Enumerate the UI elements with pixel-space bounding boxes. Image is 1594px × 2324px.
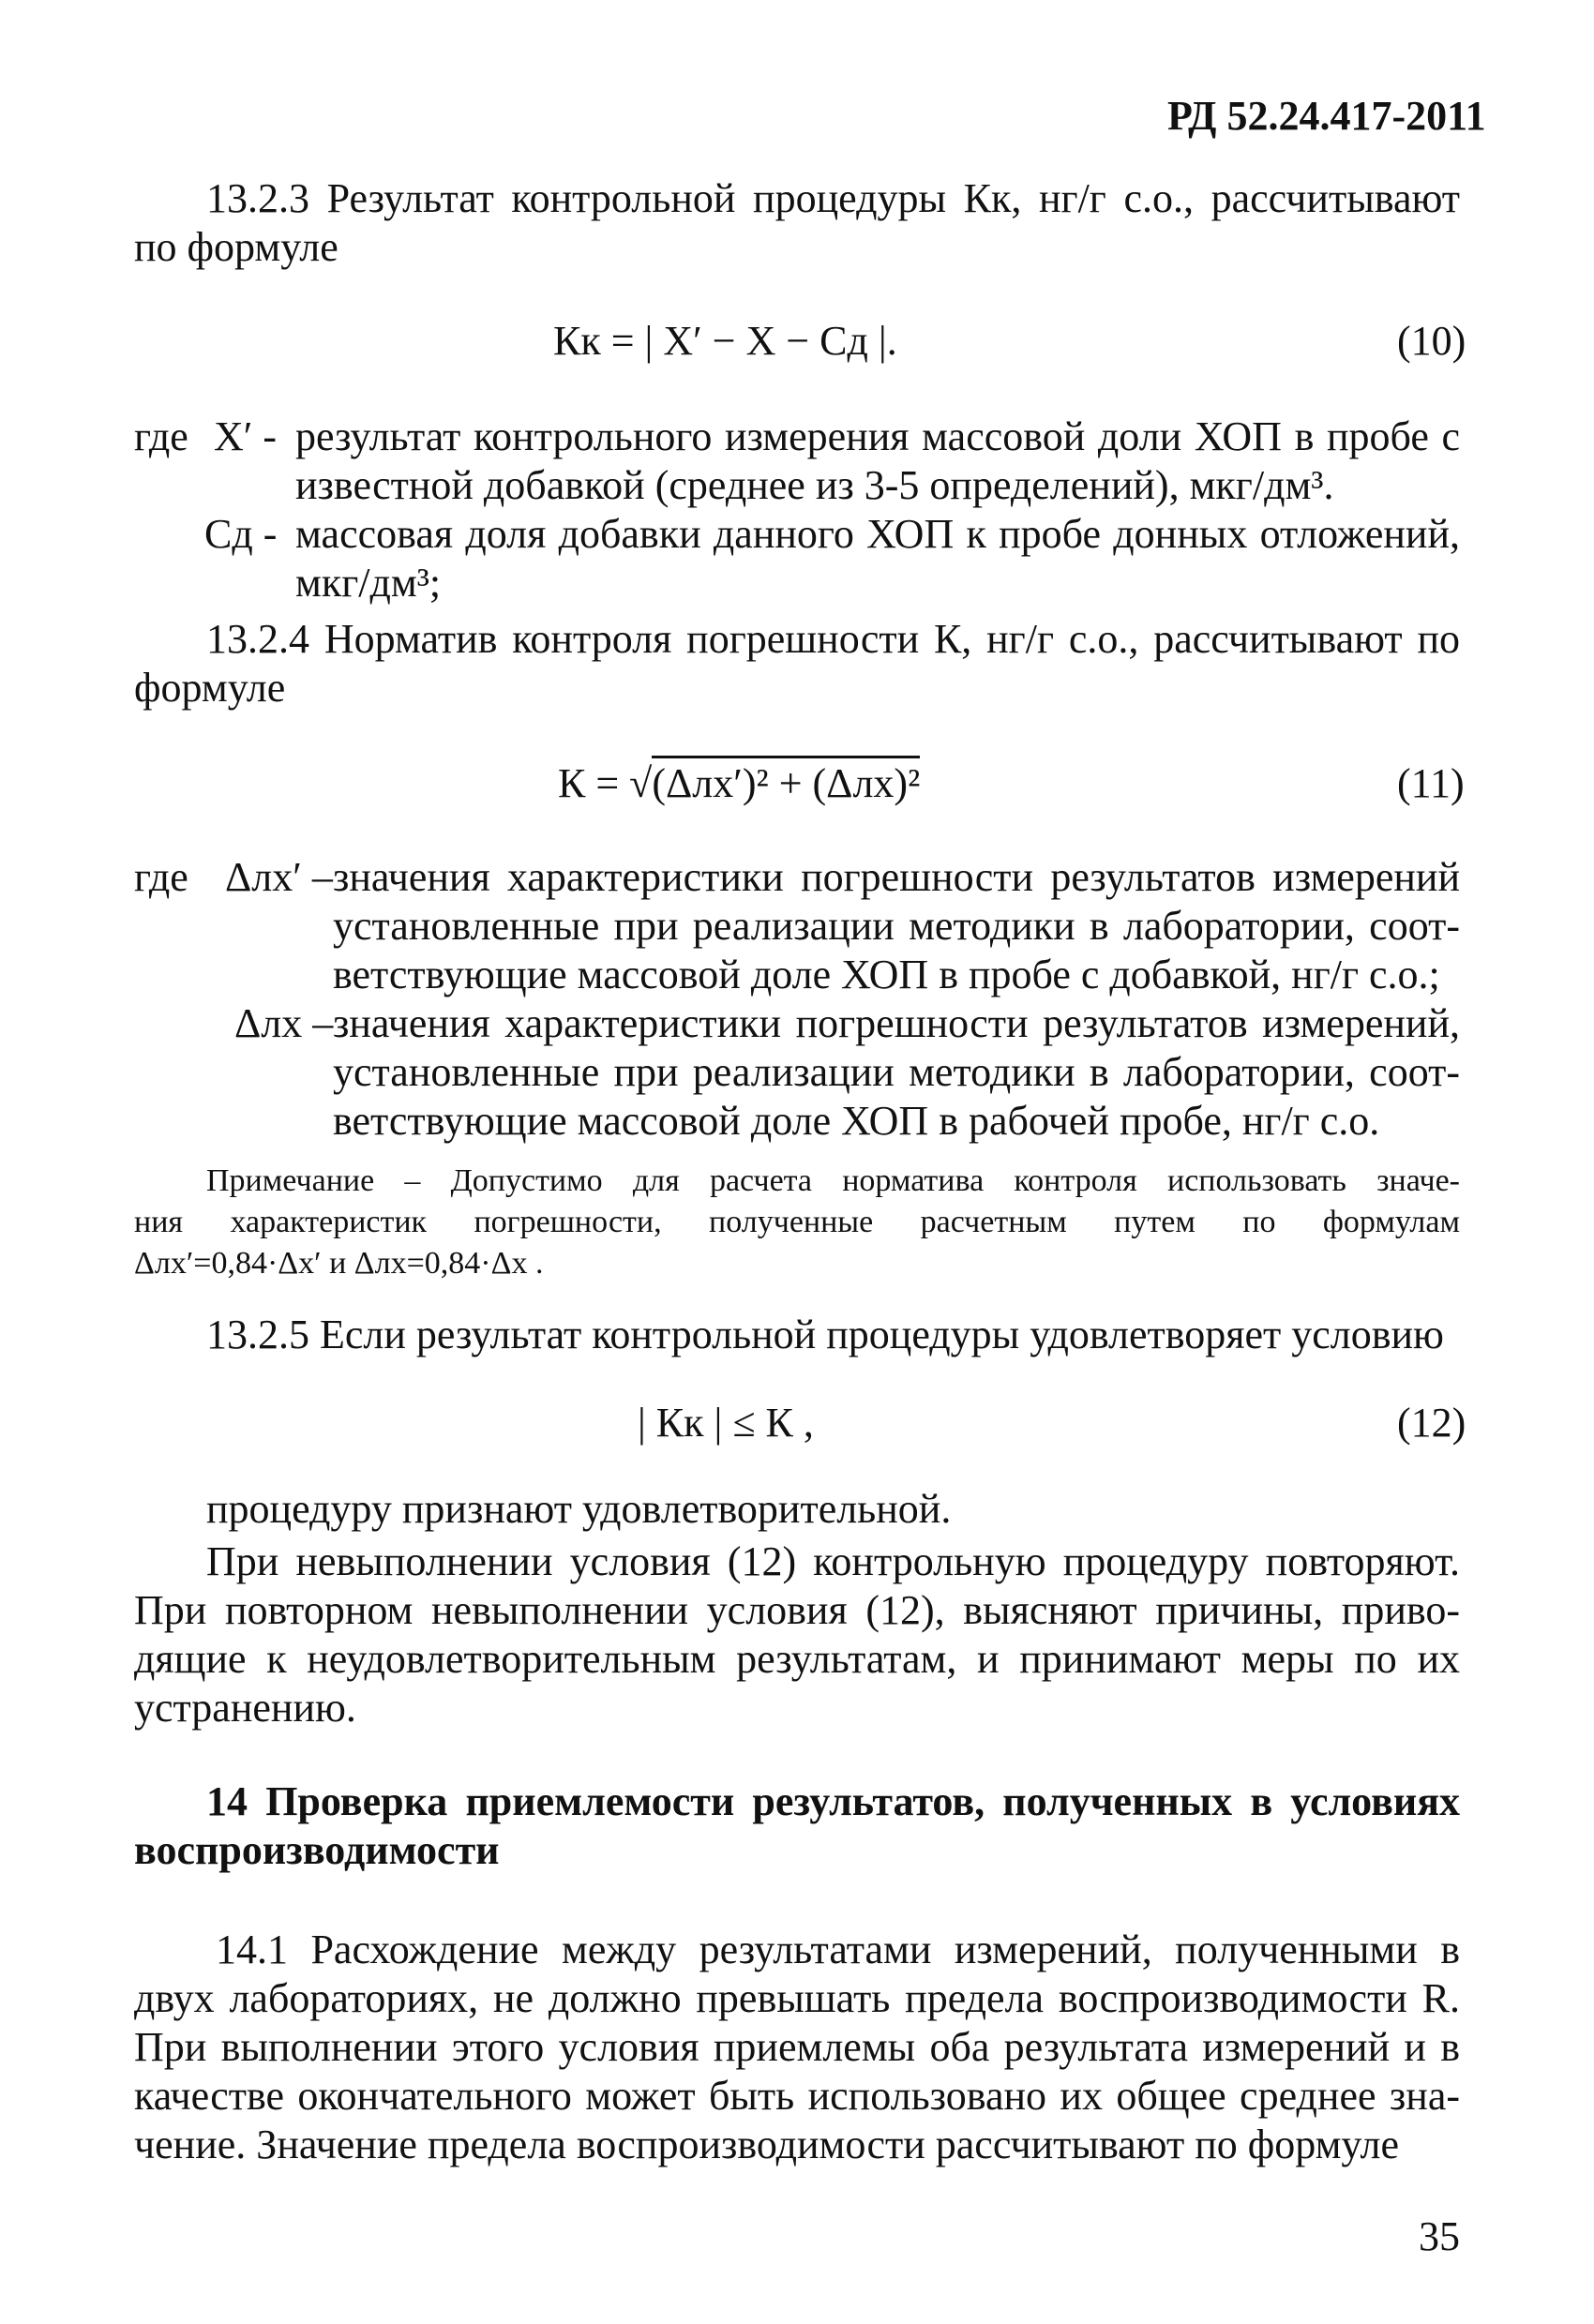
paragraph-repeat-line-2: При повторном невыполнении условия (12), выясняют причины, приво-: [134, 1587, 1460, 1633]
definition-delta-lx-prime-line-3: ветствующие массовой доле ХОП в пробе с добавкой, нг/г с.о.;: [333, 952, 1440, 997]
definition-delta-lx-line-1: значения характеристики погрешности результатов измерений,: [333, 1000, 1460, 1046]
definition-delta-lx-line-3: ветствующие массовой доле ХОП в рабочей пробе, нг/г с.о.: [333, 1098, 1380, 1144]
definition-delta-lx-prime-line-1: значения характеристики погрешности результатов измерений: [333, 854, 1460, 900]
paragraph-14-1-line-4: качестве окончательного может быть использовано их общее среднее зна-: [134, 2073, 1460, 2119]
definition-delta-lx-prime-line-2: установленные при реализации методики в лаборатории, соот-: [333, 903, 1460, 949]
note-line-3: Δлх′=0,84·Δх′ и Δлх=0,84·Δх .: [134, 1246, 544, 1281]
symbol-x-prime: X′ -: [214, 413, 278, 459]
paragraph-repeat-line-1: При невыполнении условия (12) контрольную процедуру повторяют.: [206, 1538, 1460, 1584]
equation-number-12: (12): [1397, 1400, 1466, 1446]
section-14-title-line-1: 14 Проверка приемлемости результатов, полученных в условиях: [206, 1778, 1460, 1824]
paragraph-14-1-line-5: чение. Значение предела воспроизводимости рассчитывают по формуле: [134, 2122, 1399, 2167]
page-number: 35: [1419, 2213, 1460, 2259]
equation-number-11: (11): [1397, 760, 1465, 806]
definition-x-prime-line-2: известной добавкой (среднее из 3-5 определений), мкг/дм³.: [295, 462, 1334, 508]
formula-11: [558, 759, 920, 808]
equation-number-10: (10): [1397, 318, 1466, 364]
paragraph-14-1-line-3: При выполнении этого условия приемлемы оба результата измерений и в: [134, 2024, 1460, 2070]
paragraph-14-1-line-2: двух лабораториях, не должно превышать предела воспроизводимости R.: [134, 1975, 1460, 2021]
definition-delta-lx-line-2: установленные при реализации методики в лаборатории, соот-: [333, 1049, 1460, 1095]
section-14-title-line-2: воспроизводимости: [134, 1827, 500, 1873]
paragraph-repeat-line-4: устранению.: [134, 1685, 356, 1731]
definition-cd-line-1: массовая доля добавки данного ХОП к пробе донных отложений,: [295, 511, 1460, 557]
paragraph-repeat-line-3: дящие к неудовлетворительным результатам, и принимают меры по их: [134, 1636, 1460, 1682]
formula-12: | Кк | ≤ К ,: [638, 1400, 814, 1446]
procedure-accepted-text: процедуру признают удовлетворительной.: [206, 1486, 952, 1532]
paragraph-13-2-4-line-1: 13.2.4 Норматив контроля погрешности К, нг/г с.о., рассчитывают по: [206, 616, 1460, 662]
formula-11-lhs: К =: [558, 760, 620, 806]
formula-10: Кк = | X′ − X − Сд |.: [553, 318, 897, 364]
sqrt-sign-icon: √: [629, 760, 653, 806]
where-label-2: где: [134, 854, 188, 900]
note-line-1: Примечание – Допустимо для расчета норматива контроля использовать значе-: [206, 1163, 1460, 1198]
definition-x-prime-line-1: результат контрольного измерения массовой доли ХОП в пробе с: [295, 413, 1460, 459]
where-label-1: где: [134, 413, 188, 459]
definition-cd-line-2: мкг/дм³;: [295, 560, 442, 606]
paragraph-13-2-4-line-2: формуле: [134, 665, 286, 711]
formula-11-radicand: (Δлх′)² + (Δлх)²: [652, 756, 920, 806]
paragraph-14-1-line-1: 14.1 Расхождение между результатами измерений, полученными в: [216, 1927, 1460, 1972]
paragraph-13-2-5-line-1: 13.2.5 Если результат контрольной процедуры удовлетворяет условию: [206, 1312, 1444, 1357]
document-code: РД 52.24.417-2011: [1167, 93, 1486, 139]
note-line-2: ния характеристик погрешности, полученные расчетным путем по формулам: [134, 1205, 1460, 1239]
symbol-delta-lx-prime: Δлх′ –: [225, 854, 333, 900]
symbol-cd: Сд -: [204, 511, 278, 557]
paragraph-13-2-3-line-1: 13.2.3 Результат контрольной процедуры Кк, нг/г с.о., рассчитывают: [206, 175, 1460, 221]
paragraph-13-2-3-line-2: по формуле: [134, 224, 338, 270]
symbol-delta-lx: Δлх –: [234, 1000, 334, 1046]
